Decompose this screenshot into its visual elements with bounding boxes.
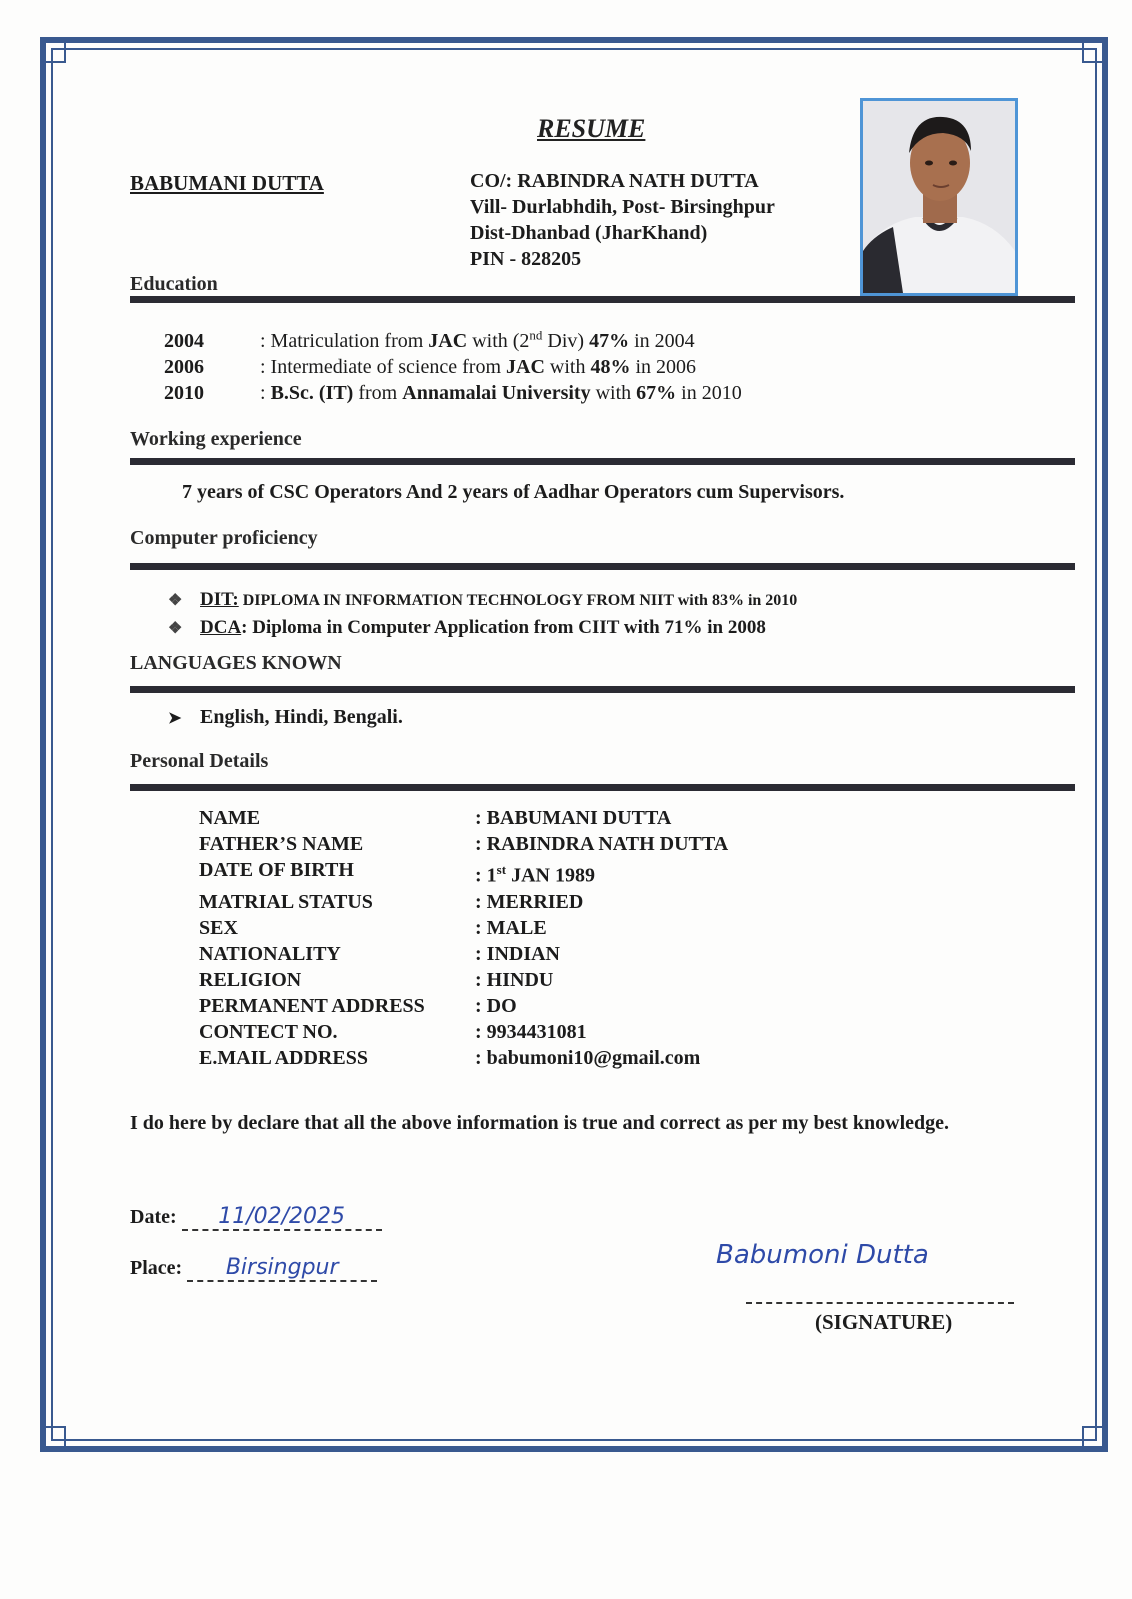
section-divider — [130, 784, 1075, 791]
table-row: CONTECT NO. : 9934431081 — [199, 1020, 587, 1043]
education-row — [130, 354, 742, 380]
section-heading-personal: Personal Details — [130, 750, 269, 772]
table-row: NAME : BABUMANI DUTTA — [199, 807, 672, 829]
list-item: ❖ DIT: DIPLOMA IN INFORMATION TECHNOLOGY FROM NIIT with 83% in 2010 — [168, 586, 797, 614]
address-block — [470, 168, 775, 272]
address-line: Dist-Dhanbad (JharKhand) — [470, 222, 708, 244]
corner-ornament — [40, 1426, 66, 1452]
section-divider — [130, 686, 1075, 693]
education-row — [130, 322, 742, 354]
date-line: Date: 11/02/2025 — [130, 1204, 382, 1231]
place-line: Place: Birsingpur — [130, 1255, 377, 1282]
address-line: Vill- Durlabhdih, Post- Birsinghpur — [470, 196, 775, 218]
table-row: RELIGION : HINDU — [199, 968, 554, 991]
work-summary: 7 years of CSC Operators And 2 years of Aadhar Operators cum Supervisors. — [182, 481, 845, 503]
profile-photo — [860, 98, 1018, 296]
languages-item: ➤ English, Hindi, Bengali. — [168, 706, 403, 728]
table-row: SEX : MALE — [199, 916, 547, 939]
section-heading-computer: Computer proficiency — [130, 527, 318, 549]
candidate-name: BABUMANI DUTTA — [130, 171, 324, 195]
table-row: MATRIAL STATUS : MERRIED — [199, 890, 584, 913]
section-heading-languages: LANGUAGES KNOWN — [130, 652, 342, 674]
list-item: ❖ DCA: Diploma in Computer Application from CIIT with 71% in 2008 — [168, 614, 797, 642]
education-year: 2010 — [164, 381, 204, 404]
table-row: DATE OF BIRTH : 1st JAN 1989 — [199, 859, 595, 887]
person-portrait-icon — [863, 101, 1015, 293]
education-detail: : B.Sc. (IT) from Annamalai University with 67% in 2010 — [260, 381, 742, 404]
arrow-bullet-icon: ➤ — [168, 710, 182, 727]
corner-ornament — [1082, 37, 1108, 63]
declaration-text: I do here by declare that all the above information is true and correct as per my best knowledge. — [130, 1112, 950, 1134]
section-heading-work: Working experience — [130, 428, 302, 450]
table-row: FATHER’S NAME : RABINDRA NATH DUTTA — [199, 833, 729, 855]
section-divider — [130, 458, 1075, 465]
personal-details-table — [199, 805, 728, 1071]
corner-ornament — [1082, 1426, 1108, 1452]
section-heading-education: Education — [130, 273, 218, 295]
table-row: PERMANENT ADDRESS : DO — [199, 994, 517, 1017]
section-divider — [130, 296, 1075, 303]
table-row: E.MAIL ADDRESS : babumoni10@gmail.com — [199, 1046, 701, 1069]
corner-ornament — [40, 37, 66, 63]
signature-label: (SIGNATURE) — [815, 1310, 953, 1334]
document-title: RESUME — [537, 114, 646, 143]
education-row — [130, 380, 742, 406]
address-line: CO/: RABINDRA NATH DUTTA — [470, 170, 759, 192]
handwritten-place: Birsingpur — [225, 1255, 339, 1280]
diamond-bullet-icon: ❖ — [168, 620, 183, 637]
section-divider — [130, 563, 1075, 570]
computer-list — [168, 586, 797, 642]
education-list — [130, 322, 742, 406]
education-detail: : Matriculation from JAC with (2nd Div) 47% in 2004 — [260, 327, 695, 352]
signature-line — [746, 1302, 1014, 1304]
education-year: 2004 — [164, 329, 204, 352]
handwritten-date: 11/02/2025 — [218, 1204, 346, 1229]
diamond-bullet-icon: ❖ — [168, 592, 183, 609]
education-year: 2006 — [164, 355, 204, 378]
handwritten-signature: Babumoni Dutta — [716, 1240, 929, 1270]
table-row: NATIONALITY : INDIAN — [199, 942, 560, 965]
education-detail: : Intermediate of science from JAC with 48% in 2006 — [260, 355, 697, 378]
address-line: PIN - 828205 — [470, 248, 582, 270]
